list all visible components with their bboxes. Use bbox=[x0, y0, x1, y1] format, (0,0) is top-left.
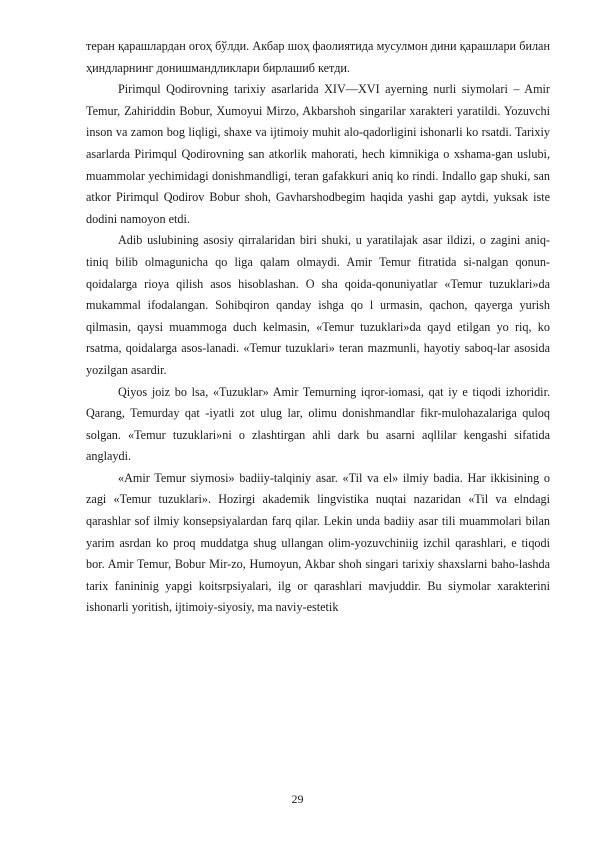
page-number: 29 bbox=[291, 792, 304, 806]
paragraph-author-style: Adib uslubining asosiy qirralaridan biri shuki, u yaratilajak asar ildizi, o zagini aniq-tiniq bilib olmagunicha qo liga qalam olmaydi. Amir Temur fitratida si-nalgan qonun-qoidalarga rioya qilish asos hisoblashan. O sha qoida-qonuniyatlar «Temur tuzuklari»da mukammal ifodalangan. Sohibqiron qanday ishga qo l urmasin, qachon, qayerga yurish qilmasin, qaysi muammoga duch kelmasin, «Temur tuzuklari»da qayd etilgan yo riq, ko rsatma, qoidalarga asos-lanadi. «Temur tuzuklari» teran mazmunli, hayotiy saboq-lar asosida yozilgan asardir. bbox=[86, 233, 550, 377]
paragraph-continuation: теран қарашлардан огоҳ бўлди. Акбар шоҳ фаолиятида мусулмон дини қарашлари билан ҳиндларнинг донишмандликлари бирлашиб кетди. bbox=[86, 39, 550, 75]
paragraph-til-va-el: «Amir Temur siymosi» badiiy-talqiniy asar. «Til va el» ilmiy badia. Har ikkisining o zagi «Temur tuzuklari». Hozirgi akademik lingvistika nuqtai nazaridan «Til va elndagi qarashlar sof ilmiy konsepsiyalardan farq qilar. Lekin unda badiiy asar tili muammolari bilan yarim asrdan ko proq muddatga shug ullangan olim-yozuvchiniig izchil qarashlari, e tiqodi bor. Amir Temur, Bobur Mir-zo, Humoyun, Akbar shoh singari tarixiy shaxslarni baho-lashda tarix fanininig yapgi koitsrpsiyalari, ilg or qarashlari mavjuddir. Bu siymolar xarakterini ishonarli yoritish, ijtimoiy-siyosiy, ma naviy-estetik bbox=[86, 470, 550, 615]
paragraph-qodirov-historical-works: Pirimqul Qodirovning tarixiy asarlarida XIV—XVI ayerning nurli siymolari – Amir Temur, Zahiriddin Bobur, Xumoyui Mirzo, Akbarshoh singarilar xarakteri yaratildi. Yozuvchi inson va zamon bog liqligi, shaxe va ijtimoiy muhit alo-qadorligini ishonarli ko rsatdi. Tarixiy asarlarda Pirimqul Qodirovning san atkorlik mahorati, hech kimnikiga o xshama-gan uslubi, muammolar yechimidagi donishmandligi, teran gafakkuri aniq ko rindi. Indallo gap shuki, san atkor Pirimqul Qodirov Bobur shoh, Gavharshodbegim haqida yashi gap aytdi, yuksak iste dodini namoyon etdi. bbox=[86, 82, 550, 226]
paragraph-tuzuklar-comparison: Qiyos joiz bo lsa, «Tuzuklar» Amir Temurning iqror-iomasi, qat iy e tiqodi izhoridir. Qarang, Temurday qat -iyatli zot ulug lar, olimu donishmandlar fikr-mulohazalariga quloq solgan. «Temur tuzuklari»ni o zlashtirgan ahli dark bu asarni aqllilar kengashi sifatida anglaydi. bbox=[86, 384, 550, 464]
document-body bbox=[86, 36, 550, 619]
